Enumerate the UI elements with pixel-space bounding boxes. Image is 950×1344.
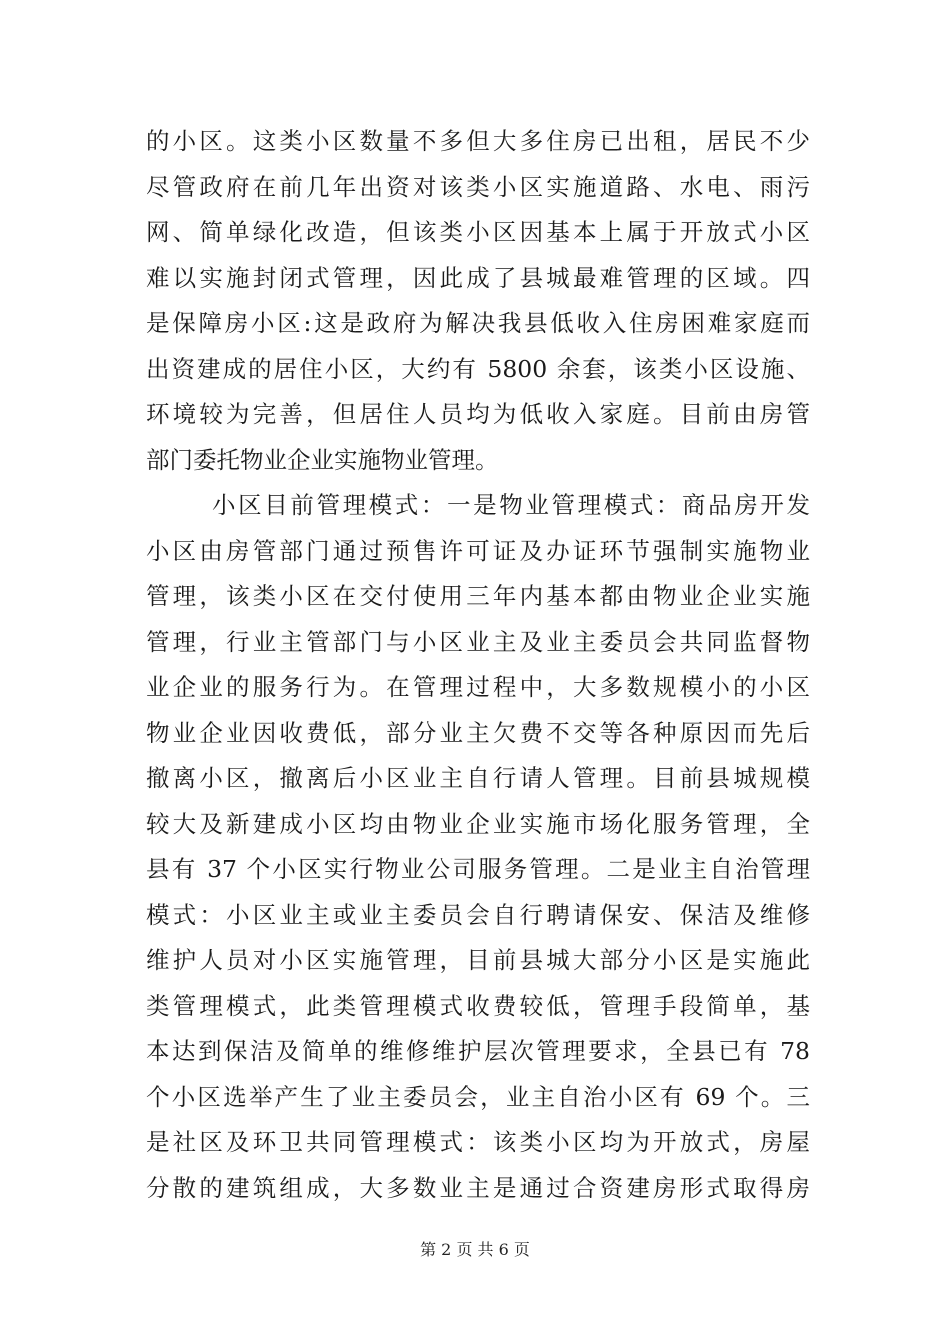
text-line: 环境较为完善，但居住人员均为低收入家庭。目前由房管 [146,400,810,428]
paragraph-first-line: 小区目前管理模式：一是物业管理模式：商品房开发 [212,491,810,519]
text-line: 撤离小区，撤离后小区业主自行请人管理。目前县城规模 [146,764,810,792]
text-line: 是保障房小区:这是政府为解决我县低收入住房困难家庭而 [146,309,810,337]
text-line: 难以实施封闭式管理，因此成了县城最难管理的区域。四 [146,263,810,292]
text-line: 较大及新建成小区均由物业企业实施市场化服务管理，全 [146,809,810,838]
text-line: 业企业的服务行为。在管理过程中，大多数规模小的小区 [146,673,810,701]
text-line: 维护人员对小区实施管理，目前县城大部分小区是实施此 [146,946,810,974]
text-line: 管理，该类小区在交付使用三年内基本都由物业企业实施 [146,582,810,610]
text-line: 县有 37 个小区实行物业公司服务管理。二是业主自治管理 [146,855,810,883]
text-line: 部门委托物业企业实施物业管理。 [146,445,499,474]
text-line: 管理，行业主管部门与小区业主及业主委员会共同监督物 [146,627,810,656]
text-line: 尽管政府在前几年出资对该类小区实施道路、水电、雨污 [146,172,810,201]
page-number-footer: 第 2 页 共 6 页 [420,1240,530,1259]
text-line: 小区由房管部门通过预售许可证及办证环节强制实施物业 [146,536,810,565]
text-line: 的小区。这类小区数量不多但大多住房已出租，居民不少 [146,127,810,155]
text-line: 类管理模式，此类管理模式收费较低，管理手段简单，基 [146,991,810,1020]
text-line: 个小区选举产生了业主委员会，业主自治小区有 69 个。三 [146,1082,810,1111]
text-line: 是社区及环卫共同管理模式：该类小区均为开放式，房屋 [146,1128,810,1156]
text-line: 本达到保洁及简单的维修维护层次管理要求，全县已有 78 [146,1037,810,1065]
text-line: 网、简单绿化改造，但该类小区因基本上属于开放式小区 [146,218,810,246]
text-line: 物业企业因收费低，部分业主欠费不交等各种原因而先后 [146,718,810,747]
text-line: 出资建成的居住小区，大约有 5800 余套，该类小区设施、 [146,354,810,383]
text-line: 模式：小区业主或业主委员会自行聘请保安、保洁及维修 [146,900,810,929]
text-line: 分散的建筑组成，大多数业主是通过合资建房形式取得房 [146,1173,810,1202]
body-text [146,119,810,1211]
